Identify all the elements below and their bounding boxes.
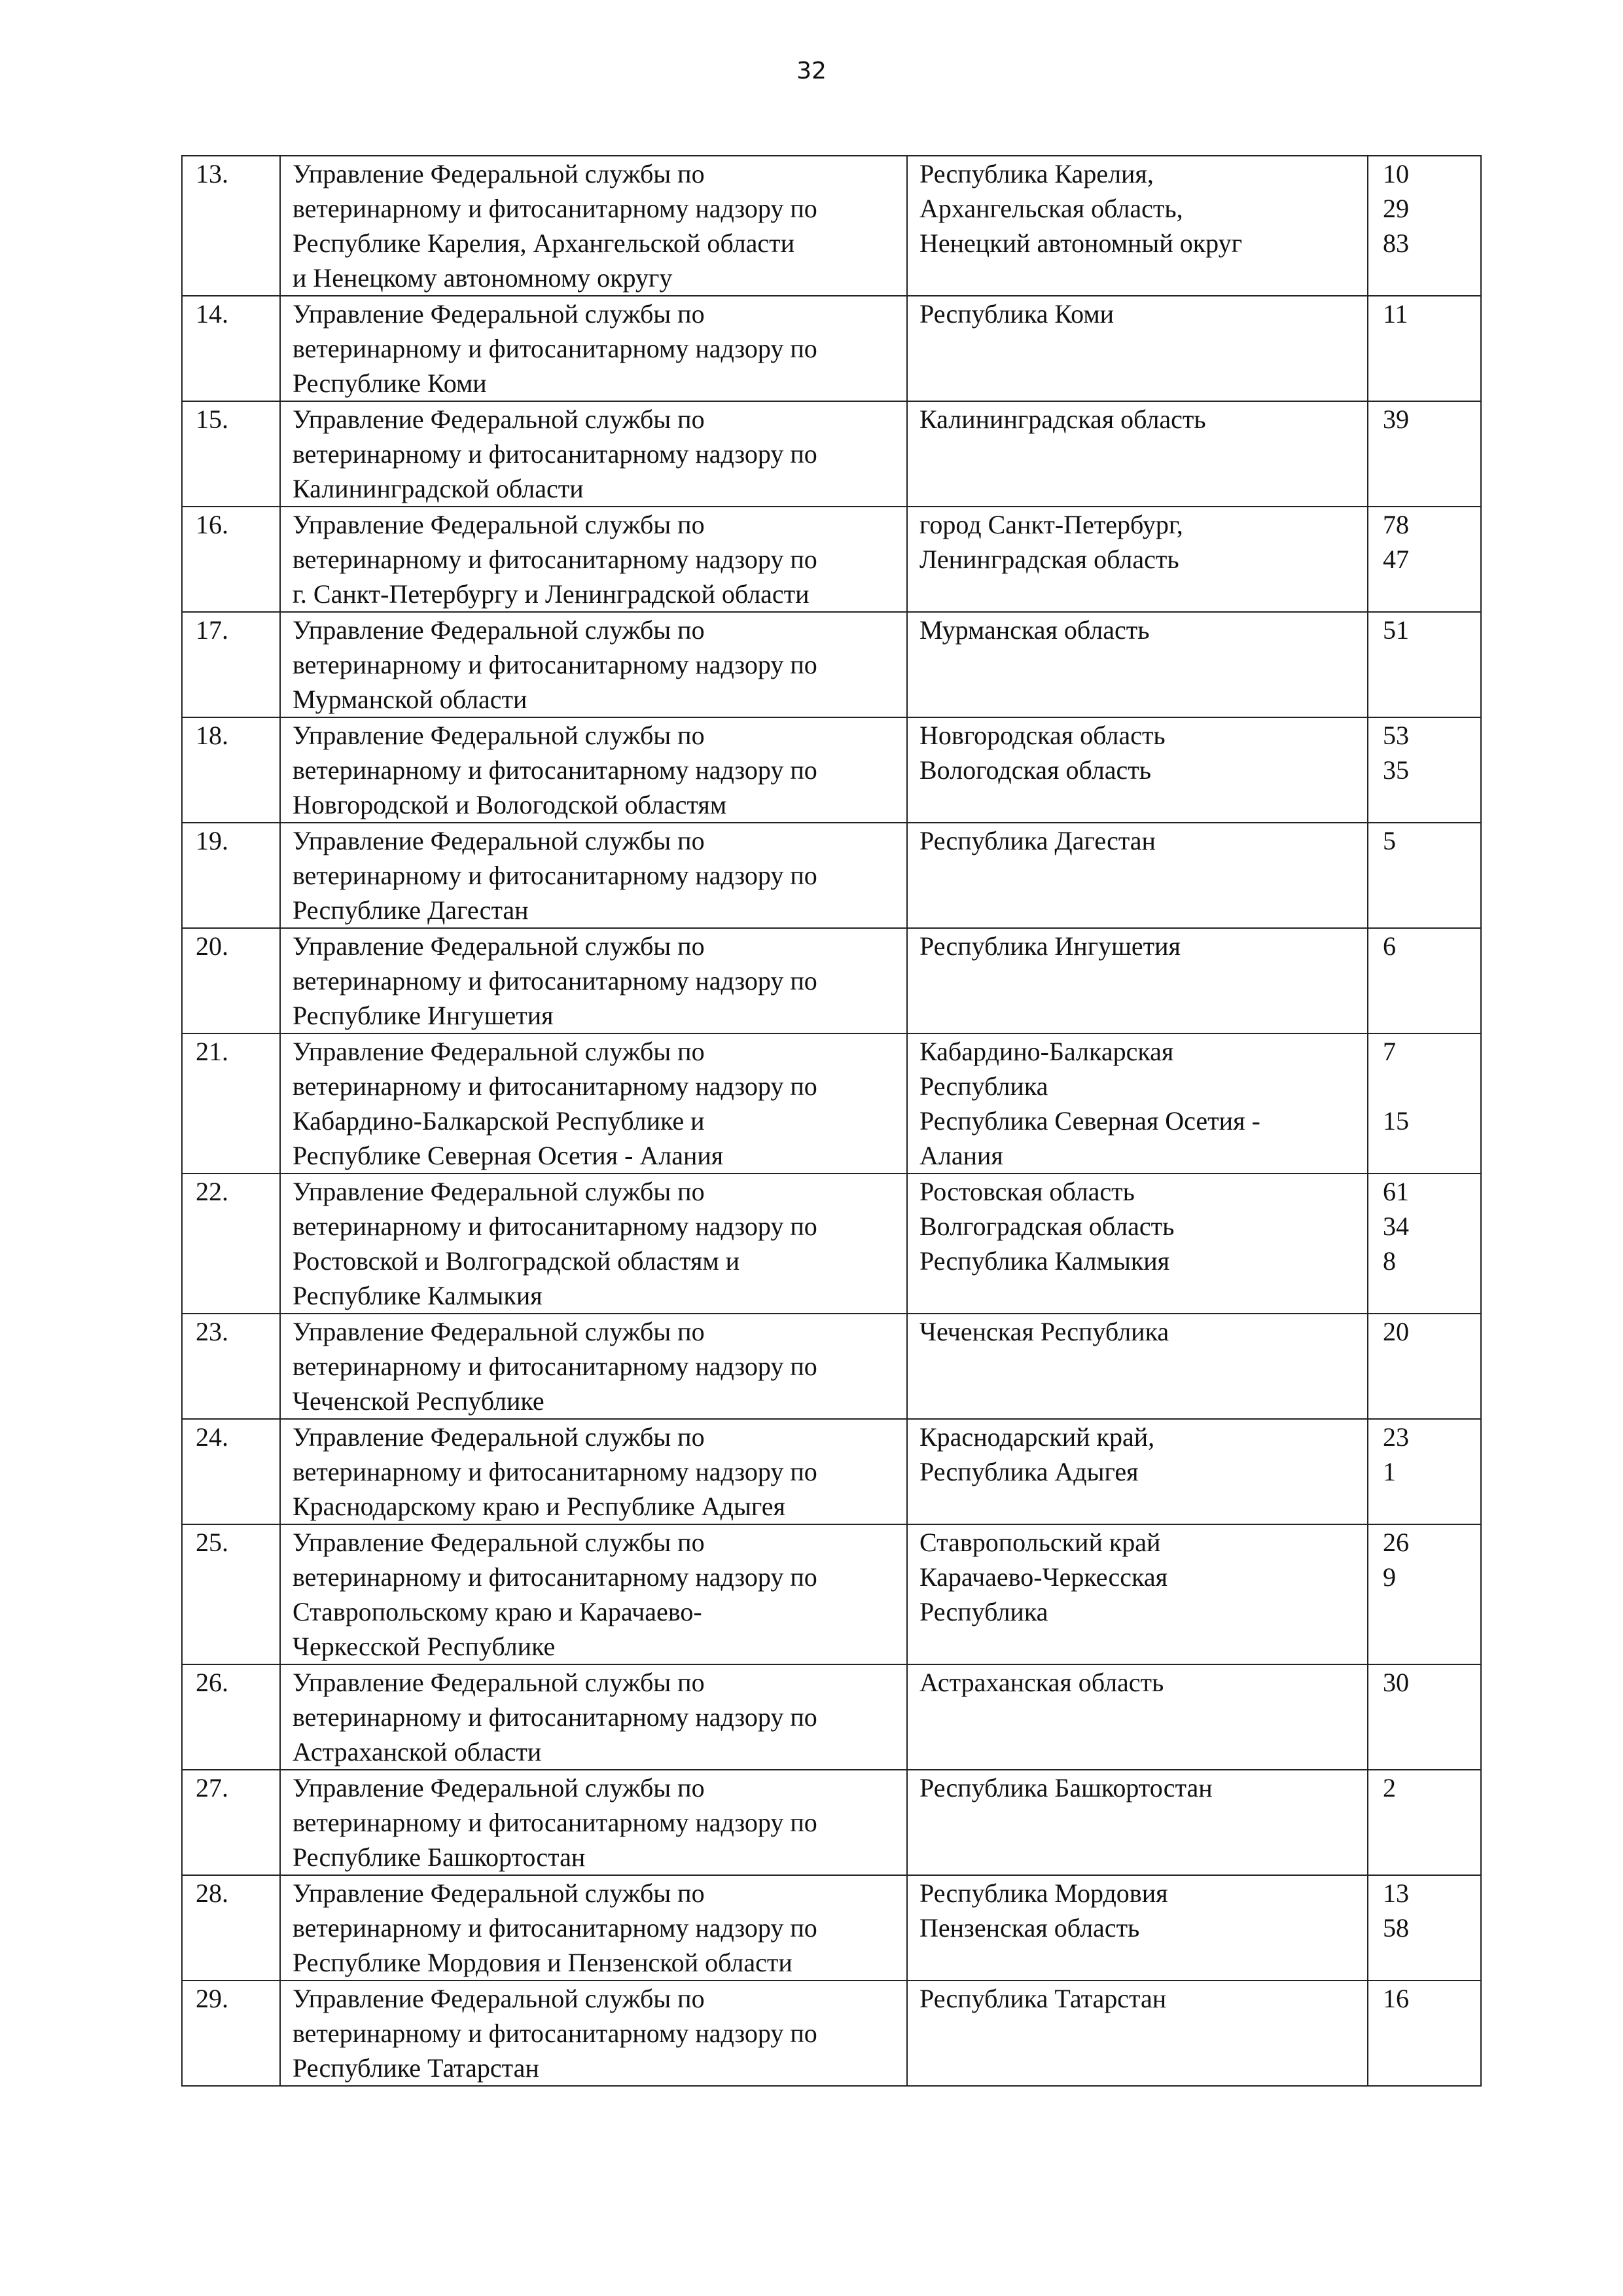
table-row	[182, 928, 1481, 1033]
region-code-cell-line: 39	[1383, 404, 1409, 434]
region-code-cell-line: 58	[1383, 1913, 1409, 1943]
region-cell-line: Республика Карелия,	[919, 159, 1154, 188]
region-code-cell-line: 61	[1383, 1177, 1409, 1206]
authority-cell	[280, 156, 907, 296]
region-cell-line: Архангельская область,	[919, 194, 1183, 223]
authority-cell-line: ветеринарному и фитосанитарному надзору по	[293, 650, 817, 679]
table-row	[182, 401, 1481, 507]
authority-cell	[280, 1524, 907, 1664]
region-cell	[907, 928, 1368, 1033]
authority-cell	[280, 1033, 907, 1174]
authority-cell-line: ветеринарному и фитосанитарному надзору по	[293, 966, 817, 996]
region-cell-line: Волгоградская область	[919, 1211, 1175, 1241]
region-cell-line: Республика Ингушетия	[919, 931, 1181, 961]
authority-cell	[280, 507, 907, 612]
table-row	[182, 1033, 1481, 1174]
region-code-cell-line	[1383, 1069, 1471, 1103]
region-cell	[907, 823, 1368, 928]
authority-cell-line: Республике Ингушетия	[293, 1001, 554, 1030]
table-row	[182, 507, 1481, 612]
authority-cell-line: Новгородской и Вологодской областям	[293, 790, 727, 819]
authority-cell-line: Управление Федеральной службы по	[293, 615, 705, 645]
region-cell-line: Республика Башкортостан	[919, 1773, 1213, 1803]
region-cell-line: Республика Калмыкия	[919, 1246, 1170, 1276]
authority-cell-line: Республике Дагестан	[293, 895, 529, 925]
authority-cell-line: Калининградской области	[293, 474, 584, 503]
authority-cell-line: Ставропольскому краю и Карачаево-	[293, 1597, 702, 1626]
authority-cell	[280, 401, 907, 507]
region-code-cell-line: 6	[1383, 931, 1396, 961]
row-number: 21.	[182, 1033, 280, 1174]
authority-cell-line: Управление Федеральной службы по	[293, 404, 705, 434]
region-code-cell	[1368, 507, 1481, 612]
region-code-cell-line: 5	[1383, 826, 1396, 855]
region-cell-line: город Санкт-Петербург,	[919, 510, 1183, 539]
authority-cell-line: Черкесской Республике	[293, 1632, 556, 1661]
table-row	[182, 1770, 1481, 1875]
authority-cell	[280, 296, 907, 401]
authority-cell-line: ветеринарному и фитосанитарному надзору по	[293, 2018, 817, 2048]
region-cell	[907, 1770, 1368, 1875]
region-cell	[907, 1174, 1368, 1314]
authority-cell-line: Управление Федеральной службы по	[293, 159, 705, 188]
region-cell	[907, 507, 1368, 612]
region-cell-line: Карачаево-Черкесская	[919, 1562, 1168, 1592]
region-cell	[907, 1033, 1368, 1174]
region-code-cell-line: 78	[1383, 510, 1409, 539]
row-number: 15.	[182, 401, 280, 507]
authority-cell	[280, 1875, 907, 1981]
authority-cell-line: ветеринарному и фитосанитарному надзору по	[293, 439, 817, 469]
region-cell	[907, 717, 1368, 823]
authority-cell-line: Республике Калмыкия	[293, 1281, 543, 1310]
authority-cell	[280, 1419, 907, 1524]
region-code-cell-line: 83	[1383, 228, 1409, 258]
authority-cell-line: ветеринарному и фитосанитарному надзору по	[293, 1808, 817, 1837]
authority-cell-line: и Ненецкому автономному округу	[293, 263, 673, 293]
row-number: 25.	[182, 1524, 280, 1664]
region-code-cell	[1368, 717, 1481, 823]
row-number: 20.	[182, 928, 280, 1033]
authority-cell-line: Республике Башкортостан	[293, 1842, 586, 1872]
region-code-cell-line: 53	[1383, 721, 1409, 750]
region-code-cell	[1368, 1419, 1481, 1524]
region-code-cell	[1368, 1174, 1481, 1314]
region-cell-line: Республика Северная Осетия -	[919, 1106, 1260, 1136]
region-code-cell-line: 1	[1383, 1457, 1396, 1486]
authority-cell-line: Ростовской и Волгоградской областям и	[293, 1246, 740, 1276]
region-cell-line: Мурманская область	[919, 615, 1150, 645]
table-row	[182, 1314, 1481, 1419]
authority-cell-line: Управление Федеральной службы по	[293, 1317, 705, 1346]
region-code-cell-line: 15	[1383, 1106, 1409, 1136]
region-cell	[907, 1664, 1368, 1770]
row-number: 14.	[182, 296, 280, 401]
region-cell-line: Республика	[919, 1071, 1048, 1101]
region-cell-line: Республика Дагестан	[919, 826, 1156, 855]
region-code-cell-line: 16	[1383, 1984, 1409, 2013]
authority-cell-line: ветеринарному и фитосанитарному надзору по	[293, 545, 817, 574]
region-cell	[907, 296, 1368, 401]
authority-cell-line: Мурманской области	[293, 685, 527, 714]
authority-cell-line: ветеринарному и фитосанитарному надзору по	[293, 1071, 817, 1101]
region-code-cell-line: 9	[1383, 1562, 1396, 1592]
region-cell-line: Пензенская область	[919, 1913, 1140, 1943]
table-row	[182, 1174, 1481, 1314]
authority-cell-line: ветеринарному и фитосанитарному надзору по	[293, 1352, 817, 1381]
region-code-cell-line: 23	[1383, 1422, 1409, 1452]
region-code-cell-line: 34	[1383, 1211, 1409, 1241]
region-code-cell-line: 30	[1383, 1668, 1409, 1697]
region-code-cell-line: 10	[1383, 159, 1409, 188]
row-number: 29.	[182, 1981, 280, 2086]
authority-cell-line: Республике Северная Осетия - Алания	[293, 1141, 724, 1170]
region-code-cell	[1368, 1875, 1481, 1981]
region-code-cell	[1368, 1314, 1481, 1419]
page-number: 32	[796, 58, 827, 84]
region-code-cell	[1368, 156, 1481, 296]
row-number: 28.	[182, 1875, 280, 1981]
authority-cell-line: Управление Федеральной службы по	[293, 1528, 705, 1557]
authority-cell-line: Управление Федеральной службы по	[293, 931, 705, 961]
region-code-cell	[1368, 1981, 1481, 2086]
authority-cell-line: Управление Федеральной службы по	[293, 1984, 705, 2013]
authority-cell-line: ветеринарному и фитосанитарному надзору по	[293, 1913, 817, 1943]
region-cell-line: Вологодская область	[919, 755, 1152, 785]
table-row	[182, 823, 1481, 928]
authorities-table	[181, 155, 1482, 2087]
region-code-cell-line: 51	[1383, 615, 1409, 645]
region-code-cell-line: 7	[1383, 1037, 1396, 1066]
region-cell-line: Республика Татарстан	[919, 1984, 1167, 2013]
region-cell-line: Ставропольский край	[919, 1528, 1161, 1557]
region-code-cell-line: 47	[1383, 545, 1409, 574]
authority-cell	[280, 823, 907, 928]
region-cell-line: Ленинградская область	[919, 545, 1179, 574]
region-code-cell-line	[1383, 1138, 1471, 1173]
authority-cell	[280, 1664, 907, 1770]
row-number: 23.	[182, 1314, 280, 1419]
region-cell-line: Краснодарский край,	[919, 1422, 1155, 1452]
region-code-cell	[1368, 1664, 1481, 1770]
authority-cell-line: ветеринарному и фитосанитарному надзору по	[293, 1211, 817, 1241]
region-cell-line: Республика	[919, 1597, 1048, 1626]
row-number: 17.	[182, 612, 280, 717]
row-number: 13.	[182, 156, 280, 296]
region-code-cell	[1368, 1524, 1481, 1664]
authority-cell-line: Республике Татарстан	[293, 2053, 539, 2083]
authority-cell-line: ветеринарному и фитосанитарному надзору по	[293, 1702, 817, 1732]
authority-cell-line: Республике Коми	[293, 368, 487, 398]
row-number: 19.	[182, 823, 280, 928]
region-cell	[907, 612, 1368, 717]
authority-cell-line: Управление Федеральной службы по	[293, 826, 705, 855]
authority-cell	[280, 1174, 907, 1314]
region-cell-line: Ростовская область	[919, 1177, 1135, 1206]
region-cell-line: Республика Коми	[919, 299, 1115, 329]
region-code-cell-line: 20	[1383, 1317, 1409, 1346]
authority-cell	[280, 612, 907, 717]
authority-cell-line: Управление Федеральной службы по	[293, 721, 705, 750]
region-cell	[907, 156, 1368, 296]
authority-cell-line: Управление Федеральной службы по	[293, 510, 705, 539]
region-cell	[907, 1875, 1368, 1981]
region-code-cell-line: 13	[1383, 1878, 1409, 1908]
authority-cell	[280, 1314, 907, 1419]
row-number: 24.	[182, 1419, 280, 1524]
row-number: 27.	[182, 1770, 280, 1875]
authority-cell	[280, 1770, 907, 1875]
row-number: 18.	[182, 717, 280, 823]
table-row	[182, 1664, 1481, 1770]
authority-cell-line: Управление Федеральной службы по	[293, 1422, 705, 1452]
region-cell-line: Республика Мордовия	[919, 1878, 1168, 1908]
table-row	[182, 717, 1481, 823]
authority-cell-line: Управление Федеральной службы по	[293, 1773, 705, 1803]
region-code-cell-line: 26	[1383, 1528, 1409, 1557]
region-cell	[907, 1981, 1368, 2086]
table-row	[182, 1524, 1481, 1664]
region-cell-line: Алания	[919, 1141, 1003, 1170]
authority-cell-line: Управление Федеральной службы по	[293, 1668, 705, 1697]
authority-cell-line: Управление Федеральной службы по	[293, 1037, 705, 1066]
region-code-cell-line: 8	[1383, 1246, 1396, 1276]
region-cell-line: Ненецкий автономный округ	[919, 228, 1243, 258]
region-code-cell	[1368, 928, 1481, 1033]
region-cell-line: Чеченская Республика	[919, 1317, 1169, 1346]
region-code-cell-line: 29	[1383, 194, 1409, 223]
region-cell	[907, 1419, 1368, 1524]
region-cell	[907, 1314, 1368, 1419]
authority-cell-line: Астраханской области	[293, 1737, 542, 1767]
region-cell-line: Кабардино-Балкарская	[919, 1037, 1174, 1066]
authority-cell-line: ветеринарному и фитосанитарному надзору по	[293, 1457, 817, 1486]
table-row	[182, 1875, 1481, 1981]
authority-cell	[280, 717, 907, 823]
authority-cell-line: ветеринарному и фитосанитарному надзору по	[293, 194, 817, 223]
table-row	[182, 296, 1481, 401]
authority-cell-line: Управление Федеральной службы по	[293, 299, 705, 329]
region-code-cell-line: 2	[1383, 1773, 1396, 1803]
table-row	[182, 156, 1481, 296]
authority-cell-line: Республике Карелия, Архангельской области	[293, 228, 795, 258]
authority-cell	[280, 1981, 907, 2086]
authority-cell-line: Республике Мордовия и Пензенской области	[293, 1948, 793, 1977]
authority-cell-line: ветеринарному и фитосанитарному надзору по	[293, 755, 817, 785]
region-cell	[907, 401, 1368, 507]
region-code-cell	[1368, 823, 1481, 928]
region-code-cell-line: 11	[1383, 299, 1408, 329]
authority-cell-line: Краснодарскому краю и Республике Адыгея	[293, 1492, 785, 1521]
row-number: 26.	[182, 1664, 280, 1770]
table-row	[182, 1419, 1481, 1524]
authority-cell-line: Управление Федеральной службы по	[293, 1177, 705, 1206]
authority-cell-line: Управление Федеральной службы по	[293, 1878, 705, 1908]
region-code-cell	[1368, 401, 1481, 507]
authority-cell-line: Чеченской Республике	[293, 1386, 544, 1416]
table-body	[182, 156, 1481, 2086]
region-cell-line: Новгородская область	[919, 721, 1166, 750]
table-row	[182, 612, 1481, 717]
region-code-cell-line: 35	[1383, 755, 1409, 785]
authority-cell-line: ветеринарному и фитосанитарному надзору по	[293, 1562, 817, 1592]
region-cell-line: Астраханская область	[919, 1668, 1164, 1697]
row-number: 16.	[182, 507, 280, 612]
region-code-cell	[1368, 296, 1481, 401]
region-code-cell	[1368, 612, 1481, 717]
region-code-cell	[1368, 1770, 1481, 1875]
row-number: 22.	[182, 1174, 280, 1314]
region-cell	[907, 1524, 1368, 1664]
table-row	[182, 1981, 1481, 2086]
region-code-cell	[1368, 1033, 1481, 1174]
region-cell-line: Калининградская область	[919, 404, 1206, 434]
region-cell-line: Республика Адыгея	[919, 1457, 1139, 1486]
authority-cell	[280, 928, 907, 1033]
authority-cell-line: Кабардино-Балкарской Республике и	[293, 1106, 705, 1136]
authority-cell-line: ветеринарному и фитосанитарному надзору по	[293, 861, 817, 890]
authority-cell-line: ветеринарному и фитосанитарному надзору по	[293, 334, 817, 363]
authority-cell-line: г. Санкт-Петербургу и Ленинградской области	[293, 579, 810, 609]
